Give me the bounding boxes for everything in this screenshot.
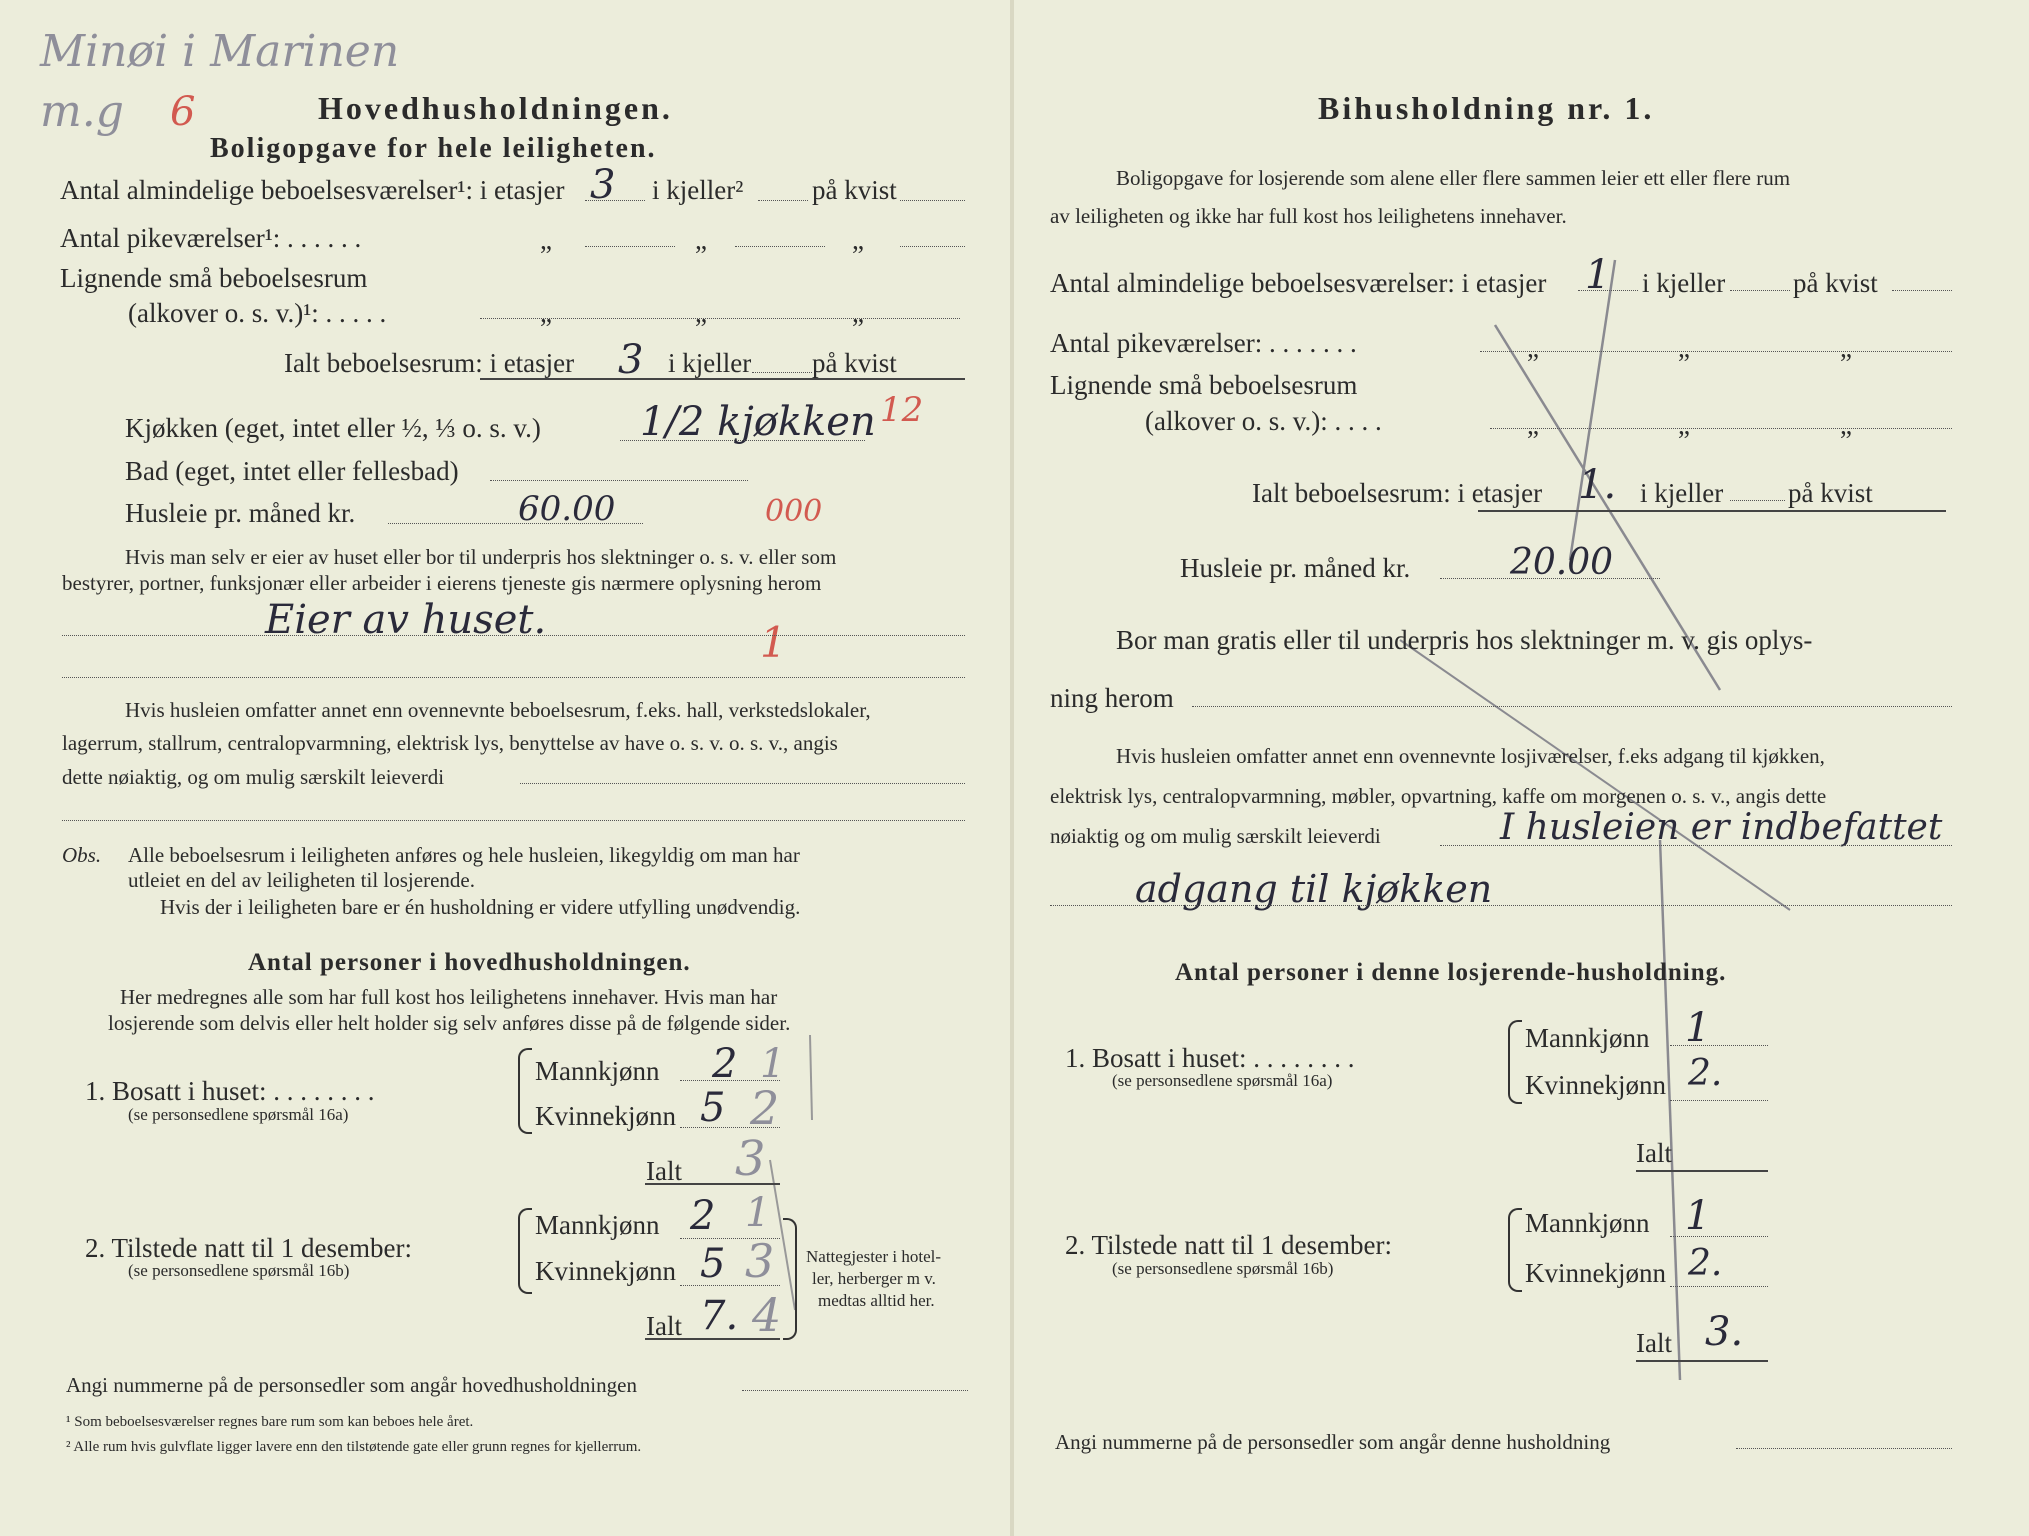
- ditto-mark: „: [540, 225, 552, 255]
- right-p1b: ning herom: [1050, 683, 1174, 713]
- left-footnote-2: ² Alle rum hvis gulvflate ligger lavere enn den tilstøtende gate eller grunn regnes for kjellerrum.: [66, 1439, 642, 1455]
- left-natt-2: ler, herberger m v.: [812, 1269, 936, 1288]
- left-bad-label: Bad (eget, intet eller fellesbad): [125, 456, 459, 486]
- right-p2a: Hvis husleien omfatter annet enn ovennevnte losjiværelser, f.eks adgang til kjøkken,: [1116, 744, 1825, 768]
- right-q2-mann-value: 1: [1685, 1193, 1711, 1239]
- right-leieverdi-2: adgang til kjøkken: [1135, 867, 1493, 911]
- left-eier-red: 1: [760, 618, 787, 667]
- left-q2-mann-pencil: 1: [745, 1190, 771, 1236]
- left-natt-1: Nattegjester i hotel-: [806, 1247, 942, 1266]
- right-q2-sub: (se personsedlene spørsmål 16b): [1112, 1259, 1334, 1278]
- red-note-mg: 6: [170, 89, 196, 135]
- right-ialt-kvist: på kvist: [1788, 478, 1873, 508]
- left-p2a: Hvis husleien omfatter annet enn ovennevnte beboelsesrum, f.eks. hall, verkstedslokaler,: [125, 698, 871, 722]
- right-husleie-value: 20.00: [1510, 542, 1614, 583]
- right-ialt-etasjer-value: 1.: [1578, 462, 1617, 508]
- left-eier-value: Eier av huset.: [265, 597, 547, 643]
- ditto-mark: „: [1840, 410, 1852, 440]
- pencil-note-top: Minøi i Marinen: [40, 26, 400, 77]
- ditto-mark: „: [852, 298, 864, 328]
- right-q2-kvinne-value: 2.: [1688, 1243, 1723, 1284]
- right-q1-ialt: Ialt: [1636, 1138, 1672, 1168]
- right-row2-label: Antal pikeværelser: . . . . . . .: [1050, 328, 1357, 358]
- left-obs2: utleiet en del av leiligheten til losjerende.: [128, 868, 475, 892]
- ditto-mark: „: [540, 298, 552, 328]
- left-q1-kvinne: Kvinnekjønn: [535, 1101, 676, 1131]
- left-q1-mann-pencil: 1: [760, 1041, 786, 1087]
- left-husleie-label: Husleie pr. måned kr.: [125, 498, 356, 528]
- right-row1-kvist: på kvist: [1793, 268, 1878, 298]
- left-natt-3: medtas alltid her.: [818, 1291, 935, 1310]
- left-kjokken-red: 12: [880, 390, 924, 430]
- left-q2-kvinne-pencil: 3: [745, 1234, 775, 1288]
- left-row3b-label: (alkover o. s. v.)¹: . . . . .: [128, 298, 387, 328]
- left-angi: Angi nummerne på de personsedler som angår hovedhusholdningen: [66, 1373, 637, 1397]
- left-ialt-etasjer-value: 3: [618, 337, 644, 383]
- ditto-mark: „: [1527, 410, 1539, 440]
- left-husleie-red: 000: [765, 494, 823, 529]
- left-q1-mann: Mannkjønn: [535, 1056, 660, 1086]
- left-q1: 1. Bosatt i huset: . . . . . . . .: [85, 1076, 375, 1106]
- left-row2-label: Antal pikeværelser¹: . . . . . .: [60, 223, 362, 253]
- left-p2c: dette nøiaktig, og om mulig særskilt leieverdi: [62, 765, 445, 789]
- right-row1-kjeller: i kjeller: [1642, 268, 1726, 298]
- left-title: Hovedhusholdningen.: [318, 90, 673, 126]
- left-q1-ialt-pencil: 3: [735, 1131, 766, 1187]
- right-intro-2: av leiligheten og ikke har full kost hos leilighetens innehaver.: [1050, 204, 1567, 228]
- right-q2-kvinne: Kvinnekjønn: [1525, 1258, 1666, 1288]
- left-q1-sub: (se personsedlene spørsmål 16a): [128, 1105, 349, 1124]
- right-q1-sub: (se personsedlene spørsmål 16a): [1112, 1071, 1333, 1090]
- left-q2-kvinne: Kvinnekjønn: [535, 1256, 676, 1286]
- ditto-mark: „: [695, 225, 707, 255]
- right-p2c: nøiaktig og om mulig særskilt leieverdi: [1050, 824, 1381, 848]
- right-q2-ialt-value: 3.: [1705, 1309, 1744, 1355]
- left-footnote-1: ¹ Som beboelsesværelser regnes bare rum som kan beboes hele året.: [66, 1414, 474, 1430]
- ditto-mark: „: [1678, 333, 1690, 363]
- left-q1-kvinne-pencil: 2: [750, 1081, 780, 1135]
- right-etasjer-value: 1: [1585, 252, 1611, 298]
- left-q2-ialt-pencil: 4: [752, 1288, 782, 1342]
- right-q2-mann: Mannkjønn: [1525, 1208, 1650, 1238]
- left-ialt-kvist: på kvist: [812, 348, 897, 378]
- left-q2-ialt-value: 7.: [700, 1293, 739, 1339]
- ditto-mark: „: [695, 298, 707, 328]
- left-subtitle: Boligopgave for hele leiligheten.: [210, 133, 657, 164]
- right-persons-title: Antal personer i denne losjerende-husholdning.: [1175, 959, 1727, 986]
- left-q2-mann-value: 2: [690, 1193, 716, 1239]
- left-q2-mann: Mannkjønn: [535, 1210, 660, 1240]
- left-obs-label: Obs.: [62, 843, 102, 867]
- left-q2: 2. Tilstede natt til 1 desember:: [85, 1233, 412, 1263]
- ditto-mark: „: [1678, 410, 1690, 440]
- left-q1-ialt: Ialt: [646, 1156, 682, 1186]
- right-title: Bihusholdning nr. 1.: [1318, 90, 1655, 126]
- right-q1: 1. Bosatt i huset: . . . . . . . .: [1065, 1043, 1355, 1073]
- left-husleie-value: 60.00: [518, 489, 616, 529]
- left-q1-mann-value: 2: [712, 1041, 738, 1087]
- pencil-note-mg: m.g: [40, 86, 124, 137]
- right-ialt-label: Ialt beboelsesrum: i etasjer: [1252, 478, 1543, 508]
- left-persons-title: Antal personer i hovedhusholdningen.: [248, 949, 691, 976]
- ditto-mark: „: [1840, 333, 1852, 363]
- left-p2b: lagerrum, stallrum, centralopvarmning, elektrisk lys, benyttelse av have o. s. v. o. s. v., angis: [62, 731, 838, 755]
- left-row1-kvist: på kvist: [812, 175, 897, 205]
- left-ialt-label: Ialt beboelsesrum: i etasjer: [284, 348, 575, 378]
- left-obs1: Alle beboelsesrum i leiligheten anføres og hele husleien, likegyldig om man har: [128, 843, 800, 867]
- left-row3a-label: Lignende små beboelsesrum: [60, 263, 368, 293]
- right-intro-1: Boligopgave for losjerende som alene eller flere sammen leier ett eller flere rum: [1116, 166, 1791, 190]
- right-q2: 2. Tilstede natt til 1 desember:: [1065, 1230, 1392, 1260]
- left-obs3: Hvis der i leiligheten bare er én husholdning er videre utfylling unødvendig.: [160, 895, 801, 919]
- left-p1b: bestyrer, portner, funksjonær eller arbeider i eierens tjeneste gis nærmere oplysning herom: [62, 571, 822, 595]
- left-row1-label: Antal almindelige beboelsesværelser¹: i etasjer: [60, 175, 565, 205]
- right-p1a: Bor man gratis eller til underpris hos slektninger m. v. gis oplys-: [1116, 625, 1813, 655]
- right-q1-mann-value: 1: [1685, 1005, 1711, 1051]
- right-row3a-label: Lignende små beboelsesrum: [1050, 370, 1358, 400]
- left-q2-kvinne-value: 5: [700, 1241, 726, 1287]
- left-q2-ialt: Ialt: [646, 1311, 682, 1341]
- right-q1-mann: Mannkjønn: [1525, 1023, 1650, 1053]
- left-ialt-kjeller: i kjeller: [668, 348, 752, 378]
- left-q2-sub: (se personsedlene spørsmål 16b): [128, 1261, 350, 1280]
- right-angi: Angi nummerne på de personsedler som angår denne husholdning: [1055, 1430, 1611, 1454]
- right-ialt-kjeller: i kjeller: [1640, 478, 1724, 508]
- right-row1-label: Antal almindelige beboelsesværelser: i etasjer: [1050, 268, 1547, 298]
- left-persons-1: Her medregnes alle som har full kost hos leilighetens innehaver. Hvis man har: [120, 985, 778, 1009]
- right-row3b-label: (alkover o. s. v.): . . . .: [1145, 406, 1382, 436]
- right-q2-ialt: Ialt: [1636, 1328, 1672, 1358]
- ditto-mark: „: [852, 225, 864, 255]
- right-q1-kvinne-value: 2.: [1688, 1053, 1723, 1094]
- left-persons-2: losjerende som delvis eller helt holder sig selv anføres disse på de følgende sider.: [108, 1011, 791, 1035]
- left-kjokken-label: Kjøkken (eget, intet eller ½, ⅓ o. s. v.): [125, 413, 541, 443]
- right-p2b: elektrisk lys, centralopvarmning, møbler, opvartning, kaffe om morgenen o. s. v., angis dette: [1050, 784, 1827, 808]
- left-row1-kjeller: i kjeller²: [652, 175, 744, 205]
- right-leieverdi-1: I husleien er indbefattet: [1500, 807, 1943, 848]
- ditto-mark: „: [1527, 333, 1539, 363]
- left-p1a: Hvis man selv er eier av huset eller bor til underpris hos slektninger o. s. v. eller som: [125, 545, 837, 569]
- right-husleie-label: Husleie pr. måned kr.: [1180, 553, 1411, 583]
- left-kjokken-value: 1/2 kjøkken: [640, 399, 876, 445]
- left-q1-kvinne-value: 5: [700, 1085, 726, 1131]
- left-etasjer-value: 3: [590, 162, 616, 208]
- right-q1-kvinne: Kvinnekjønn: [1525, 1070, 1666, 1100]
